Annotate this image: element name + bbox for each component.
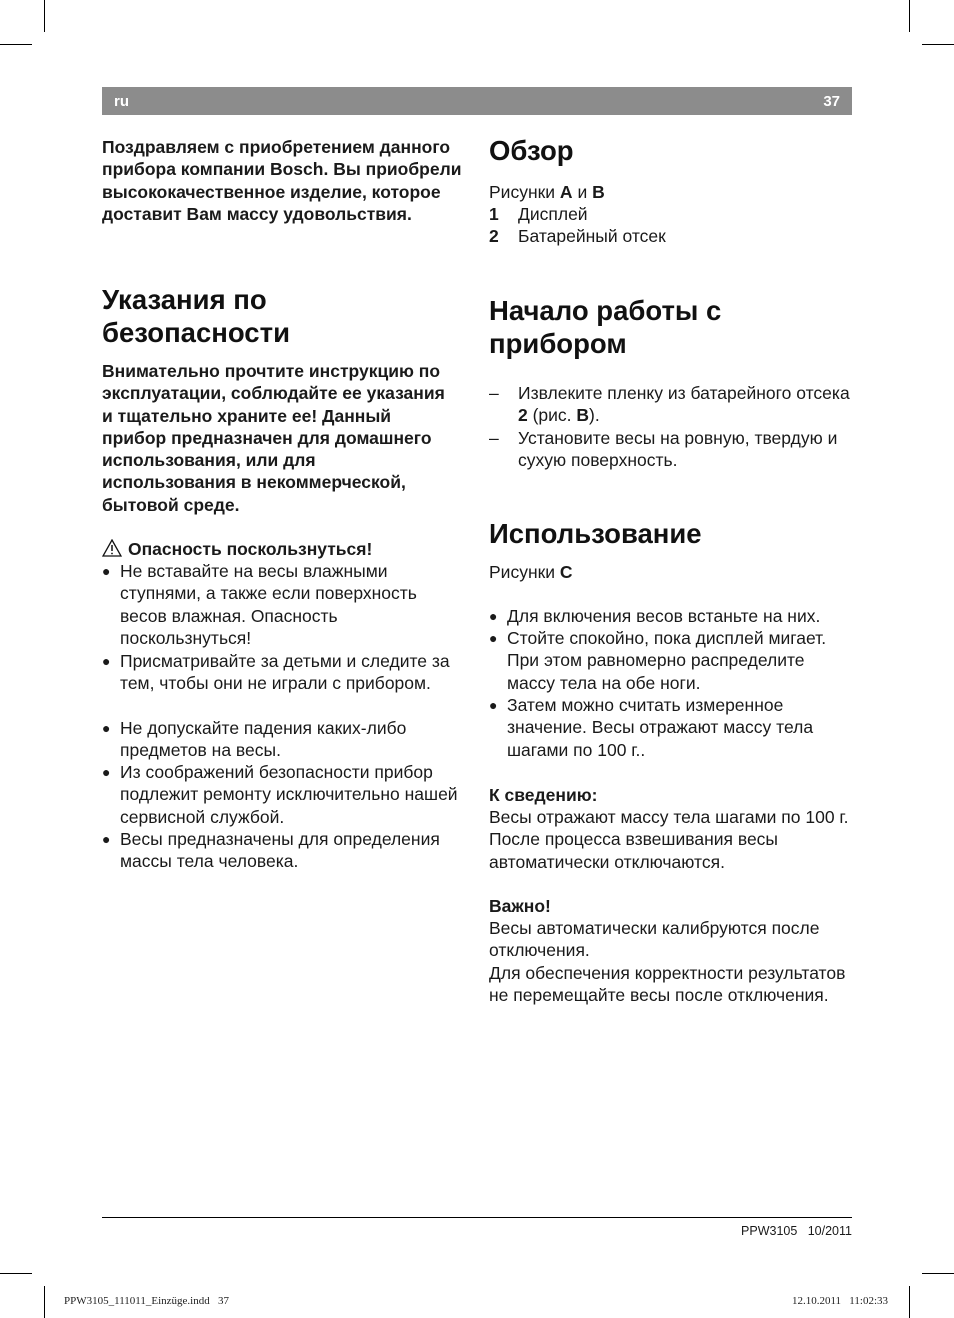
footer-divider [102,1217,852,1218]
list-item-text: Не допускайте падения каких-либо предметов на весы. [120,718,407,761]
safety-heading: Указания по безопасности [102,284,290,348]
intro-paragraph: Поздравляем с приобретением данного прибора компании Bosch. Вы приобрели высококачественное изделие, которое доставит Вам массу удовольствия. [102,137,462,224]
footer-model-code: PPW3105 10/2011 [741,1224,852,1238]
print-slug-left: PPW3105_111011_Einzüge.indd 37 [64,1295,229,1307]
important-text: Весы автоматически калибруются после отключения. [489,918,820,961]
page-header-bar [102,87,852,115]
bullet-icon: ● [102,831,111,847]
figures-label: Рисунки [489,562,556,582]
bullet-icon: ● [489,608,498,624]
figures-c-line [489,561,851,583]
crop-mark [44,0,45,32]
bullet-icon: ● [102,653,111,669]
crop-mark [922,1273,954,1274]
overview-heading: Обзор [489,135,574,166]
list-item-text: Весы предназначены для определения массы тела человека. [120,829,440,872]
part-label: Батарейный отсек [518,226,666,246]
bullet-icon: ● [489,697,498,713]
figures-ab-line [489,181,851,203]
language-code: ru [114,93,129,110]
part-number: 2 [489,226,499,246]
crop-mark [909,0,910,32]
note-title: К сведению: [489,785,598,805]
part-number: 1 [489,204,499,224]
figures-label: Рисунки [489,182,556,202]
usage-heading: Использование [489,518,702,549]
bullet-icon: ● [102,764,111,780]
important-title: Важно! [489,896,551,916]
conjunction: и [577,182,588,202]
list-item-text: Не вставайте на весы влажными ступнями, а также если поверхность весов влажная. Опасность поскользнуться! [120,561,417,648]
crop-mark [922,44,954,45]
list-item-text: Присматривайте за детьми и следите за тем, чтобы они не играли с прибором. [120,651,450,694]
step-text: Установите весы на ровную, твердую и сухую поверхность. [518,428,838,471]
crop-mark [0,44,32,45]
figure-ref-b: B [592,182,605,202]
figure-ref-c: C [559,562,573,582]
part-label: Дисплей [518,204,588,224]
crop-mark [0,1273,32,1274]
list-item-text: Затем можно считать измеренное значение. Весы отражают массу тела шагами по 100 г.. [507,695,814,760]
list-item-text: Стойте спокойно, пока дисплей мигает. При этом равномерно распределите массу тела на обе ноги. [507,628,827,693]
note-text: Весы отражают массу тела шагами по 100 г. После процесса взвешивания весы автоматически отключаются. [489,807,849,872]
crop-mark [909,1286,910,1318]
bullet-icon: ● [489,630,498,646]
print-slug-right: 12.10.2011 11:02:33 [791,1295,888,1307]
warning-line [102,538,462,560]
getting-started-heading: Начало работы с прибором [489,295,722,359]
warning-triangle-icon [102,539,122,557]
list-item-text: Для включения весов встаньте на них. [507,606,821,626]
figure-ref-a: A [559,182,573,202]
bullet-icon: ● [102,563,111,579]
important-text: Для обеспечения корректности результатов не перемещайте весы после отключения. [489,963,846,1006]
page-number: 37 [823,93,840,110]
step-text: Извлеките пленку из батарейного отсека 2 (рис. B). [518,383,850,426]
warning-title: Опасность поскользнуться! [128,539,373,559]
dash-marker: – [489,383,499,403]
dash-marker: – [489,428,499,448]
bullet-icon: ● [102,720,111,736]
crop-mark [44,1286,45,1318]
list-item-text: Из соображений безопасности прибор подлежит ремонту исключительно нашей сервисной службой. [120,762,458,827]
safety-intro-paragraph: Внимательно прочтите инструкцию по эксплуатации, соблюдайте ее указания и тщательно храните ее! Данный прибор предназначен для домашнего использования, или для использования в некоммерческой, бытовой среде. [102,361,445,515]
